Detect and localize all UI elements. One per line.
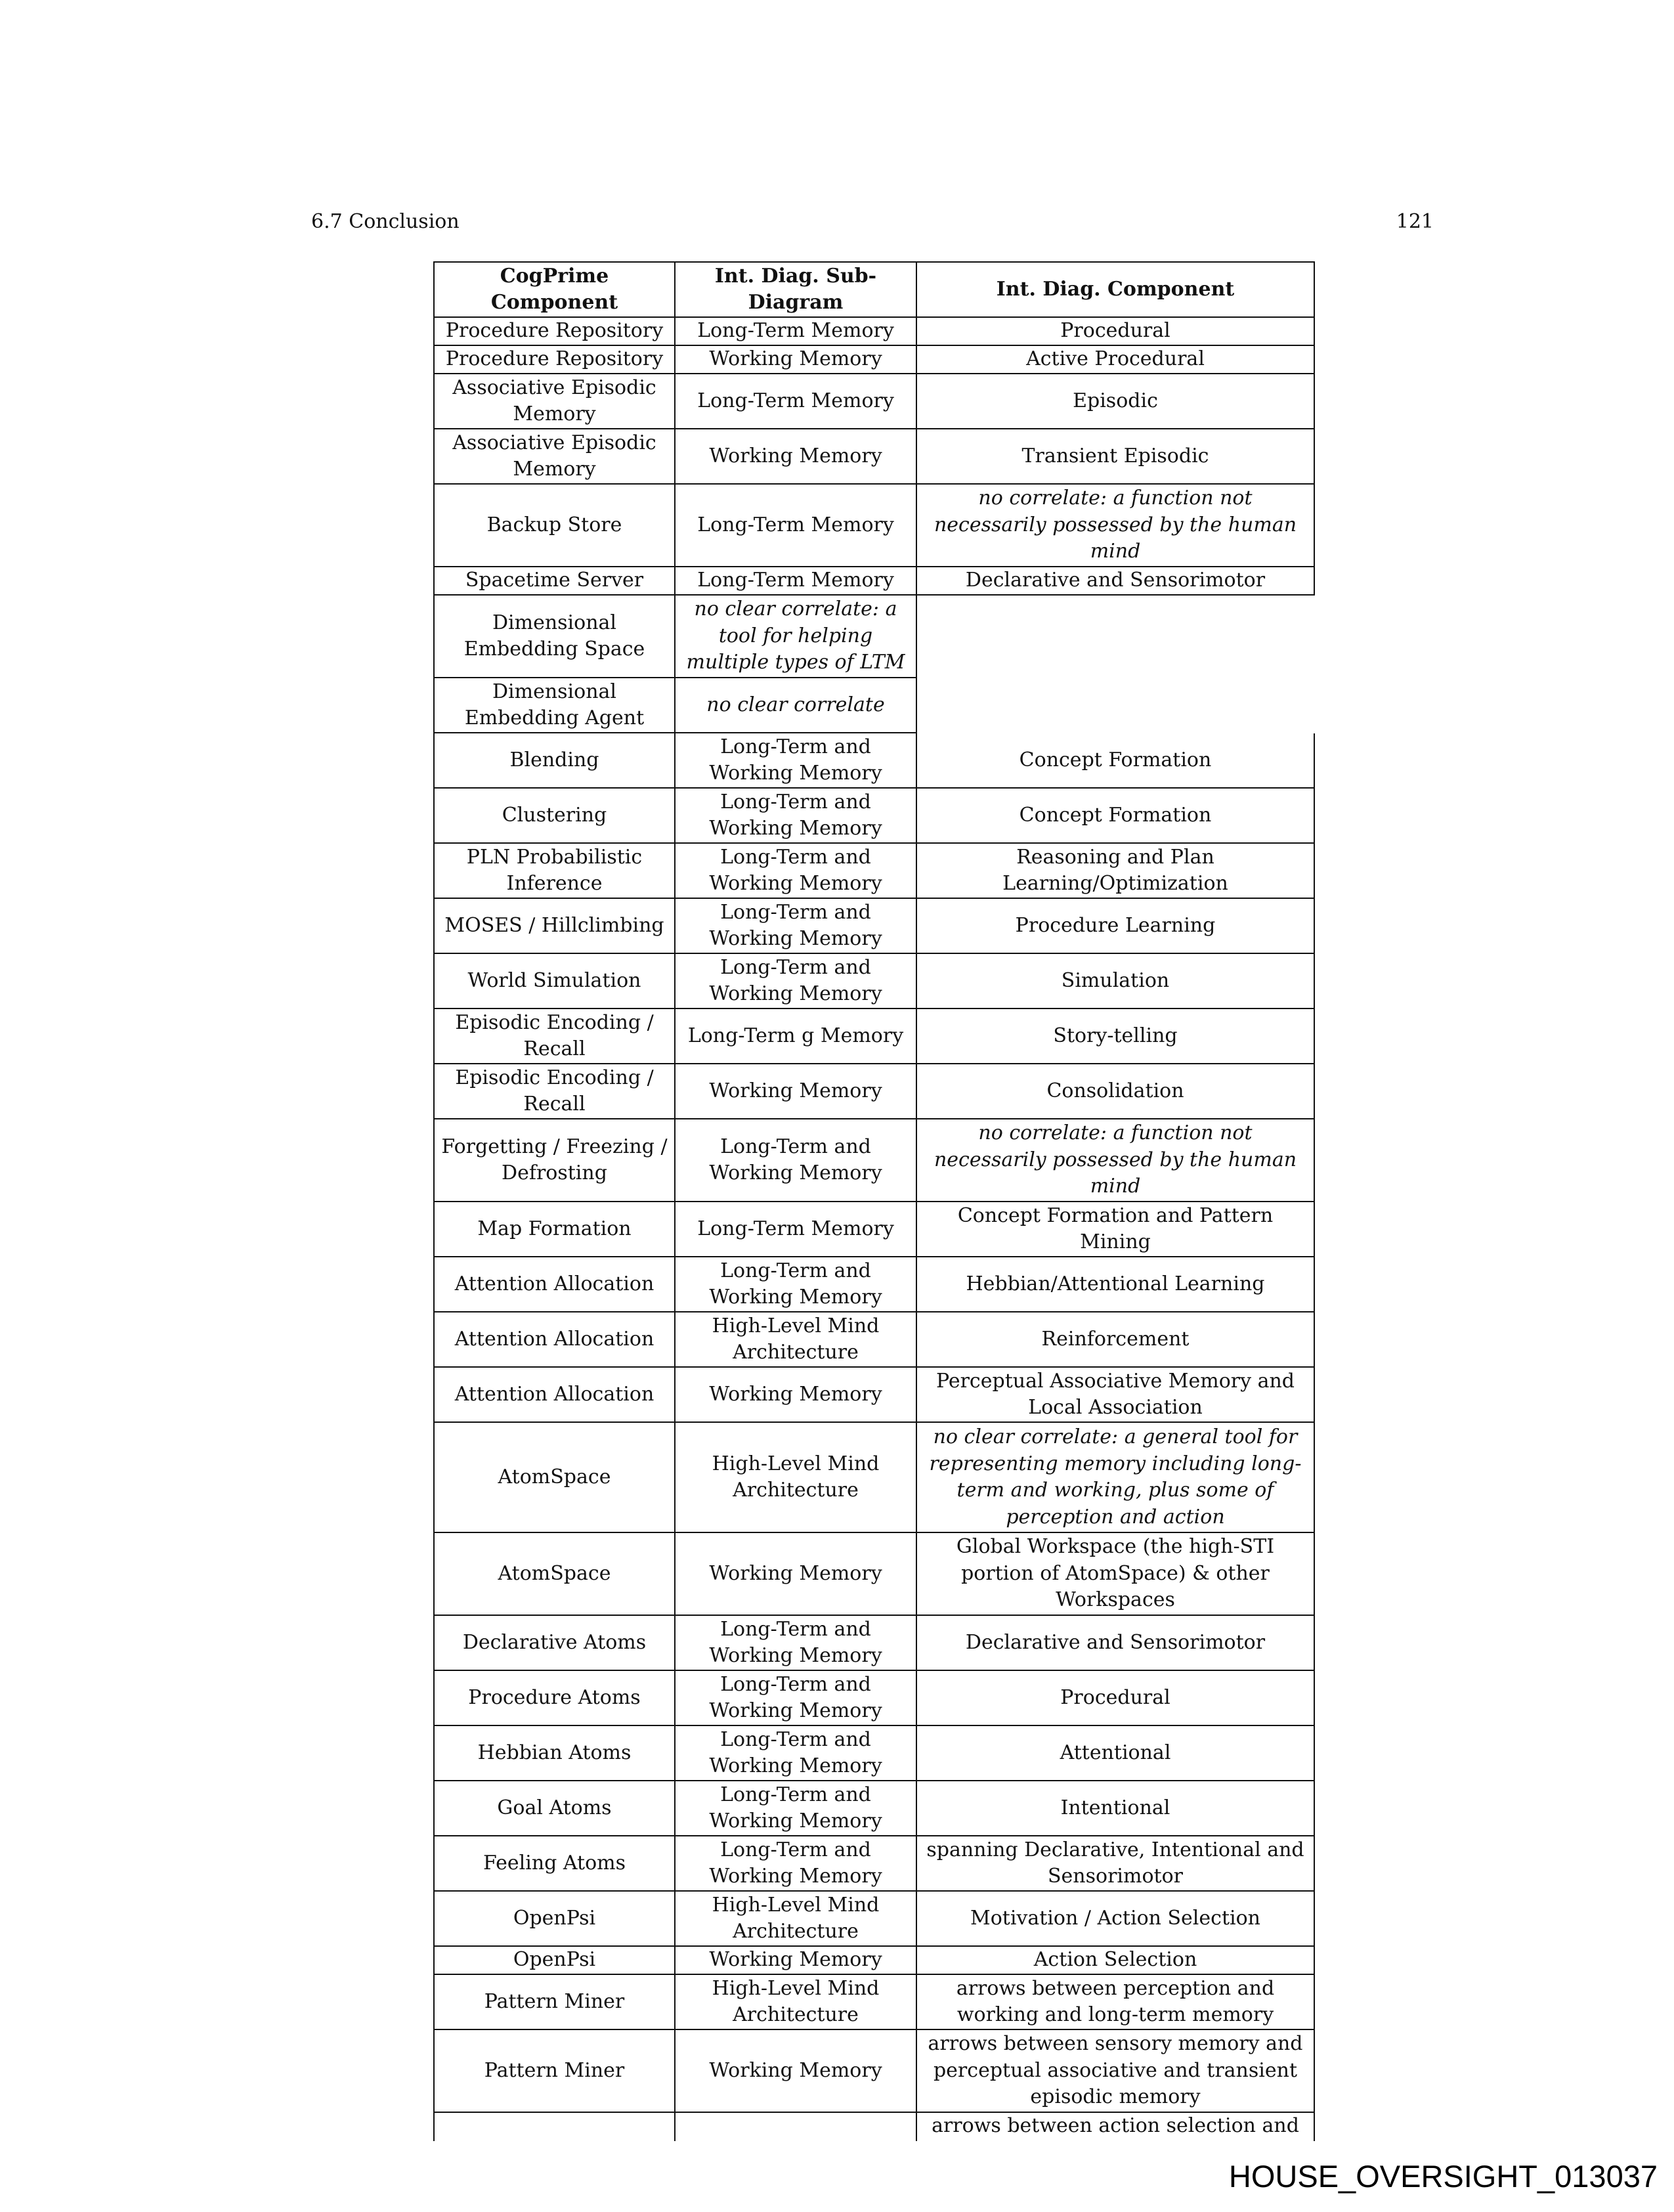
sub-diagram-cell: Long-Term and Working Memory [675, 843, 916, 898]
cogprime-component-cell: Associative Episodic Memory [434, 374, 675, 429]
sub-diagram-cell: Long-Term and Working Memory [675, 788, 916, 843]
diag-component-cell: Procedure Learning [916, 898, 1314, 953]
sub-diagram-cell: Long-Term and Working Memory [675, 1836, 916, 1891]
cogprime-component-cell: Backup Store [434, 484, 675, 567]
cogprime-component-cell: Goal Atoms [434, 1781, 675, 1836]
diag-component-cell: Attentional [916, 1725, 1314, 1781]
cogprime-component-cell: Procedure Repository [434, 317, 675, 345]
sub-diagram-cell: Long-Term Memory [675, 484, 916, 567]
diag-component-cell: Global Workspace (the high-STI portion of AtomSpace) & other Workspaces [916, 1532, 1314, 1615]
table-row [434, 1008, 1314, 1064]
table-row [434, 1781, 1314, 1836]
sub-diagram-cell: Long-Term g Memory [675, 1008, 916, 1064]
diag-component-cell [916, 678, 1314, 733]
section-title: 6.7 Conclusion [311, 210, 460, 233]
cogprime-component-cell: Procedure Repository [434, 345, 675, 374]
sub-diagram-cell: Long-Term and Working Memory [675, 1670, 916, 1725]
diag-component-cell: no correlate: a function not necessarily possessed by the human mind [916, 1119, 1314, 1202]
cogprime-component-cell: Episodic Encoding / Recall [434, 1008, 675, 1064]
table-row [434, 788, 1314, 843]
diag-component-cell: Action Selection [916, 1946, 1314, 1974]
cogprime-component-cell: PLN Probabilistic Inference [434, 843, 675, 898]
cogprime-component-cell: Associative Episodic Memory [434, 429, 675, 484]
column-header-diag-component: Int. Diag. Component [916, 262, 1314, 317]
table-row [434, 1367, 1314, 1422]
cogprime-component-cell: Clustering [434, 788, 675, 843]
sub-diagram-cell: Working Memory [675, 429, 916, 484]
table-row [434, 953, 1314, 1008]
table-row [434, 678, 1314, 733]
cogprime-component-cell: Dimensional Embedding Agent [434, 678, 675, 733]
diag-component-cell: Motivation / Action Selection [916, 1891, 1314, 1946]
table-row [434, 2029, 1314, 2112]
sub-diagram-cell: no clear correlate [675, 678, 916, 733]
sub-diagram-cell: Working Memory [675, 1064, 916, 1119]
diag-component-cell: Transient Episodic [916, 429, 1314, 484]
sub-diagram-cell: Long-Term and Working Memory [675, 953, 916, 1008]
column-header-sub-diagram: Int. Diag. Sub-Diagram [675, 262, 916, 317]
cogprime-component-cell: Attention Allocation [434, 1257, 675, 1312]
sub-diagram-cell: Working Memory [675, 345, 916, 374]
cogprime-component-cell: Forgetting / Freezing / Defrosting [434, 1119, 675, 1202]
table-row [434, 843, 1314, 898]
cogprime-component-cell: Episodic Encoding / Recall [434, 1064, 675, 1119]
sub-diagram-cell: Long-Term Memory [675, 1202, 916, 1257]
sub-diagram-cell: Long-Term and Working Memory [675, 1781, 916, 1836]
component-mapping-table [433, 261, 1315, 2141]
sub-diagram-cell: High-Level Mind Architecture [675, 1974, 916, 2029]
table-row [434, 1946, 1314, 1974]
cogprime-component-cell: Feeling Atoms [434, 1836, 675, 1891]
running-head [311, 209, 1434, 235]
cogprime-component-cell: MOSES / Hillclimbing [434, 898, 675, 953]
table-row [434, 1532, 1314, 1615]
table-row [434, 1202, 1314, 1257]
cogprime-component-cell: Pattern Miner [434, 2029, 675, 2112]
cogprime-component-cell: Attention Allocation [434, 1367, 675, 1422]
table-row [434, 317, 1314, 345]
sub-diagram-cell: Long-Term and Working Memory [675, 1615, 916, 1670]
diag-component-cell: no clear correlate: a general tool for representing memory including long-term and working, plus some of perception and action [916, 1422, 1314, 1532]
table-row [434, 898, 1314, 953]
cogprime-component-cell: Blending [434, 733, 675, 788]
diag-component-cell: no correlate: a function not necessarily possessed by the human mind [916, 484, 1314, 567]
table-row [434, 1422, 1314, 1532]
diag-component-cell: Reasoning and Plan Learning/Optimization [916, 843, 1314, 898]
cogprime-component-cell: Declarative Atoms [434, 1615, 675, 1670]
diag-component-cell: Consolidation [916, 1064, 1314, 1119]
cogprime-component-cell: Pattern Miner [434, 1974, 675, 2029]
table-row [434, 1670, 1314, 1725]
sub-diagram-cell: Long-Term Memory [675, 374, 916, 429]
diag-component-cell: Concept Formation [916, 733, 1314, 788]
header-row [434, 262, 1314, 317]
sub-diagram-cell: Long-Term Memory [675, 317, 916, 345]
sub-diagram-cell: Long-Term Memory [675, 567, 916, 595]
diag-component-cell: Hebbian/Attentional Learning [916, 1257, 1314, 1312]
cogprime-component-cell: Attention Allocation [434, 1312, 675, 1367]
table-row [434, 1725, 1314, 1781]
sub-diagram-cell: High-Level Mind Architecture [675, 1312, 916, 1367]
document-id-stamp: HOUSE_OVERSIGHT_013037 [1228, 2159, 1658, 2194]
sub-diagram-cell: no clear correlate: a tool for helping multiple types of LTM [675, 595, 916, 678]
cogprime-component-cell: AtomSpace [434, 1532, 675, 1615]
diag-component-cell: Active Procedural [916, 345, 1314, 374]
diag-component-cell: Story-telling [916, 1008, 1314, 1064]
sub-diagram-cell: High-Level Mind Architecture [675, 1422, 916, 1532]
cogprime-component-cell: Map Formation [434, 1202, 675, 1257]
diag-component-cell: Reinforcement [916, 1312, 1314, 1367]
diag-component-cell: arrows between sensory memory and perceptual associative and transient episodic memory [916, 2029, 1314, 2112]
sub-diagram-cell: High-Level Mind Architecture [675, 1891, 916, 1946]
table-row [434, 484, 1314, 567]
diag-component-cell: arrows between action selection and [916, 2112, 1314, 2140]
table-row [434, 374, 1314, 429]
sub-diagram-cell: Working Memory [675, 1367, 916, 1422]
diag-component-cell: spanning Declarative, Intentional and Sensorimotor [916, 1836, 1314, 1891]
diag-component-cell: Procedural [916, 317, 1314, 345]
table-row [434, 1119, 1314, 1202]
table-row [434, 1615, 1314, 1670]
sub-diagram-cell: Long-Term and Working Memory [675, 1725, 916, 1781]
cogprime-component-cell [434, 2112, 675, 2140]
table-row [434, 2112, 1314, 2140]
table-row [434, 1257, 1314, 1312]
table-row [434, 1064, 1314, 1119]
sub-diagram-cell: Long-Term and Working Memory [675, 898, 916, 953]
sub-diagram-cell: Long-Term and Working Memory [675, 1257, 916, 1312]
table-row [434, 345, 1314, 374]
cogprime-component-cell: OpenPsi [434, 1891, 675, 1946]
cogprime-component-cell: Dimensional Embedding Space [434, 595, 675, 678]
sub-diagram-cell: Long-Term and Working Memory [675, 1119, 916, 1202]
cogprime-component-cell: World Simulation [434, 953, 675, 1008]
diag-component-cell: Episodic [916, 374, 1314, 429]
table-row [434, 733, 1314, 788]
sub-diagram-cell: Working Memory [675, 1946, 916, 1974]
diag-component-cell: Concept Formation and Pattern Mining [916, 1202, 1314, 1257]
cogprime-component-cell: Hebbian Atoms [434, 1725, 675, 1781]
table-row [434, 595, 1314, 678]
diag-component-cell: Simulation [916, 953, 1314, 1008]
diag-component-cell: Declarative and Sensorimotor [916, 567, 1314, 595]
table-row [434, 429, 1314, 484]
diag-component-cell: arrows between perception and working and long-term memory [916, 1974, 1314, 2029]
diag-component-cell: Declarative and Sensorimotor [916, 1615, 1314, 1670]
diag-component-cell: Concept Formation [916, 788, 1314, 843]
cogprime-component-cell: Procedure Atoms [434, 1670, 675, 1725]
diag-component-cell: Procedural [916, 1670, 1314, 1725]
diag-component-cell: Intentional [916, 1781, 1314, 1836]
sub-diagram-cell: Working Memory [675, 2029, 916, 2112]
page-number: 121 [1396, 210, 1434, 233]
table-row [434, 567, 1314, 595]
sub-diagram-cell: Long-Term and Working Memory [675, 733, 916, 788]
cogprime-component-cell: AtomSpace [434, 1422, 675, 1532]
table-row [434, 1891, 1314, 1946]
table-row [434, 1312, 1314, 1367]
column-header-cogprime-component: CogPrime Component [434, 262, 675, 317]
diag-component-cell: Perceptual Associative Memory and Local Association [916, 1367, 1314, 1422]
table-row [434, 1836, 1314, 1891]
table-row [434, 1974, 1314, 2029]
diag-component-cell [916, 595, 1314, 678]
sub-diagram-cell [675, 2112, 916, 2140]
cogprime-component-cell: Spacetime Server [434, 567, 675, 595]
sub-diagram-cell: Working Memory [675, 1532, 916, 1615]
cogprime-component-cell: OpenPsi [434, 1946, 675, 1974]
